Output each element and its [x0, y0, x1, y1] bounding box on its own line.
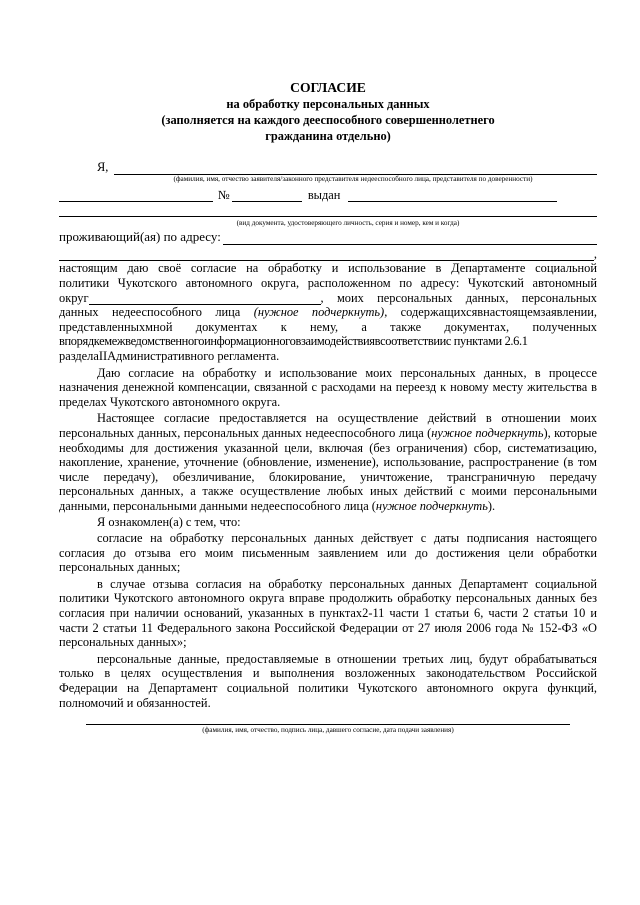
address-field[interactable] [223, 243, 597, 245]
issued-label: выдан [307, 187, 341, 202]
document-type-field[interactable] [59, 200, 213, 202]
p1-line-2: политики Чукотского автономного округа, расположенном по адресу: Чукотский автономный [59, 275, 597, 290]
p1-line-4-italic: (нужное подчеркнуть) [253, 305, 385, 320]
consent-paragraph-3 [59, 411, 597, 513]
p1-line-4 [59, 305, 597, 320]
number-sign: № [218, 187, 230, 202]
document-number-field[interactable] [232, 200, 302, 202]
identity-document-caption: (вид документа, удостоверяющего личность, серия и номер, кем и когда) [236, 219, 460, 228]
document-note-line2: гражданина отдельно) [265, 129, 391, 143]
p3-part-a: Настоящее согласие предоставляется на осуществление действий в отношении моих персональных данных, персональных данных недееспособного лица ( [59, 411, 597, 440]
acknowledgement-item-3: персональные данные, предоставляемые в отношении третьих лиц, будут обрабатываться только в целях осуществления и выполнения возложенных законодательством Российской Федерации на Департамент социальной политики Чукотского автономного округа функций, полномочий и обязанностей. [59, 651, 597, 710]
p1-line-4-b: , содержащихсявнастоящемзаявлении, [384, 305, 598, 320]
document-subtitle: на обработку персональных данных [226, 97, 430, 111]
applicant-name-row [59, 160, 597, 175]
p3-part-b: ), которые необходимы для достижения указанной цели, включая (без ограничения) сбор, систематизацию, накопление, хранение, уточнение (обновление, изменение), использование, распространение (в том числе передачу), обезличивание, блокирование, уничтожение, трансграничную передачу персональных данных, а также осуществление любых иных действий с моими персональными данными, персональными данными недееспособного лица ( [59, 425, 597, 513]
address-row [59, 230, 597, 245]
document-title: СОГЛАСИЕ [290, 80, 366, 95]
address-comma: , [593, 246, 597, 261]
p3-italic-1: нужное подчеркнуть [431, 425, 544, 440]
address-continuation-row [59, 247, 597, 262]
p1-line-6: впорядкемежведомственногоинформационноговзаимодействиявсоответствиис пунктами 2.6.1 [59, 334, 528, 349]
applicant-name-caption: (фамилия, имя, отчество заявителя/законного представителя недееспособного лица, представителя по доверенности) [173, 174, 533, 183]
signature-field[interactable] [86, 723, 570, 725]
p3-part-c: ). [487, 498, 496, 513]
consent-paragraph-1 [59, 261, 597, 363]
p1-line-3 [59, 291, 597, 306]
identity-document-row [59, 188, 597, 203]
consent-document [59, 80, 597, 735]
document-note-line1: (заполняется на каждого дееспособного совершеннолетнего [161, 113, 495, 127]
p1-line-3-rest: , моих персональных данных, персональных [320, 290, 597, 305]
p1-okrug: округ [59, 290, 89, 305]
acknowledgement-item-2: в случае отзыва согласия на обработку персональных данных Департамент социальной политики Чукотского автономного округа вправе продолжить обработку персональных данных без согласия при наличии оснований, указанных в пунктах2-11 части 1 статьи 6, части 2 статьи 10 и части 2 статьи 11 Федерального закона Российской Федерации от 27 июля 2006 года № 152-ФЗ «О персональных данных»; [59, 576, 597, 650]
identity-document-continuation-field[interactable] [59, 215, 597, 217]
issued-by-field[interactable] [348, 200, 557, 202]
p1-line-1: настоящим даю своё согласие на обработку и использование в Департаменте социальной [59, 261, 597, 276]
p1-line-4-a: данных недееспособного лица [59, 305, 254, 320]
address-label: проживающий(ая) по адресу: [59, 229, 221, 245]
acknowledgement-item-1: согласие на обработку персональных данных действует с даты подписания настоящего согласия до отзыва его моим письменным заявлением или до достижения цели обработки персональных данных; [59, 531, 597, 575]
acknowledgement-intro: Я ознакомлен(а) с тем, что: [97, 515, 241, 530]
p3-italic-2: нужное подчеркнуть [375, 498, 488, 513]
p1-line-7: разделаIIАдминистративного регламента. [59, 348, 280, 363]
ya-label: Я, [97, 160, 109, 174]
p1-line-5: представленныхмной документах к нему, а также документах, полученных [59, 319, 597, 334]
consent-paragraph-2: Даю согласие на обработку и использование моих персональных данных, в процессе назначения денежной компенсации, связанной с расходами на переезд к новому месту жительства в пределах Чукотского автономного округа. [59, 365, 597, 409]
document-heading [59, 80, 597, 144]
signature-caption: (фамилия, имя, отчество, подпись лица, давшего согласие, дата подачи заявления) [202, 726, 454, 735]
